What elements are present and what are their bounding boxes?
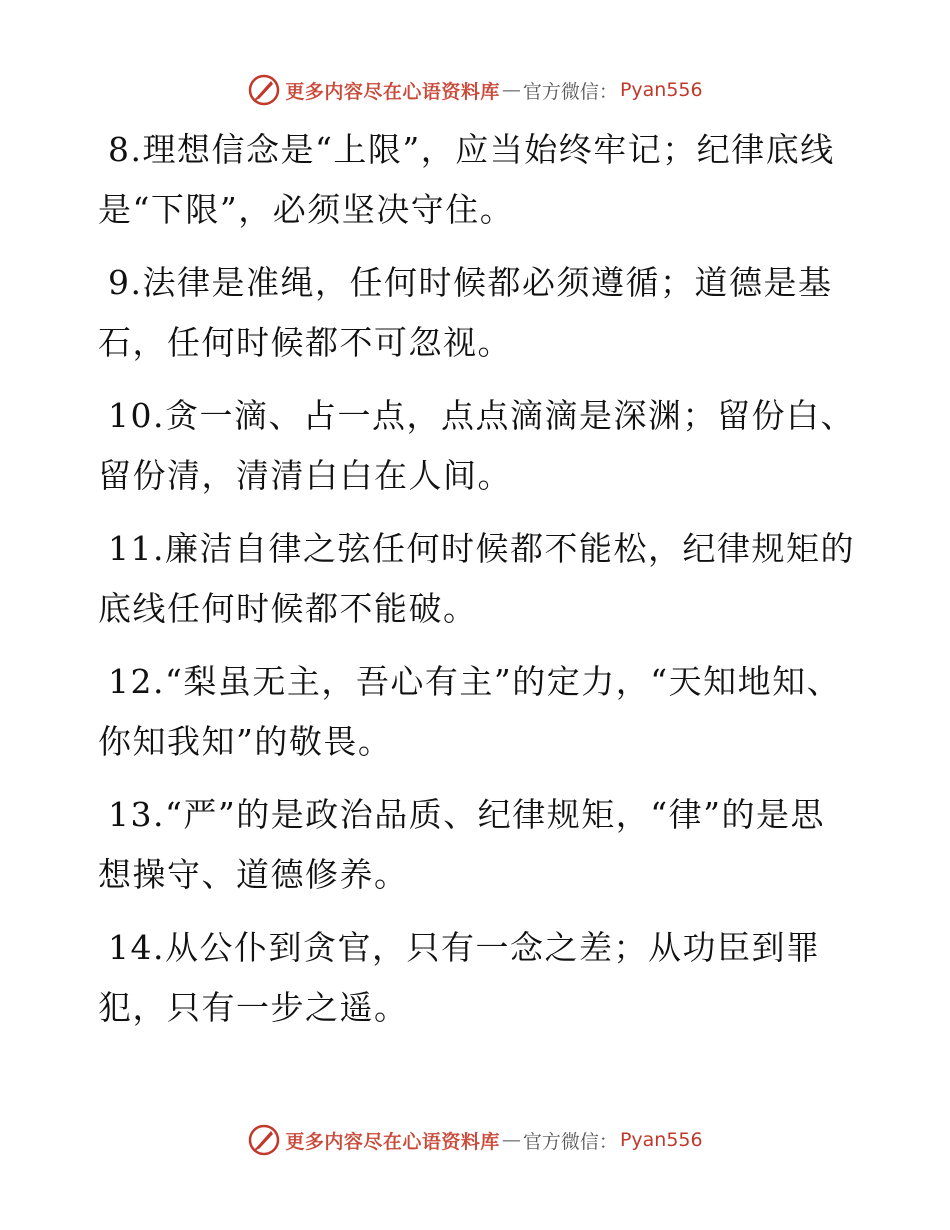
banner-wechat-label: 官方微信： (522, 1130, 618, 1153)
quill-logo-icon (247, 1123, 281, 1157)
quill-logo-icon (247, 73, 281, 107)
banner-wechat-label: 官方微信： (522, 80, 618, 103)
banner-wechat-id: Pyan556 (619, 79, 703, 101)
banner-wechat-id: Pyan556 (619, 1129, 703, 1151)
banner-site-text: 更多内容尽在心语资料库 (285, 80, 500, 103)
quote-item: 8.理想信念是“上限”，应当始终牢记；纪律底线是“下限”，必须坚决守住。 (98, 130, 835, 229)
banner-site-text: 更多内容尽在心语资料库 (285, 1130, 500, 1153)
quote-item: 11.廉洁自律之弦任何时候都不能松，纪律规矩的底线任何时候都不能破。 (98, 529, 855, 628)
quote-item: 12.“梨虽无主，吾心有主”的定力，“天知地知、你知我知”的敬畏。 (98, 662, 842, 761)
banner-separator: — (501, 1129, 521, 1151)
quote-item: 14.从公仆到贪官，只有一念之差；从功臣到罪犯，只有一步之遥。 (98, 928, 821, 1027)
quote-item: 10.贪一滴、占一点，点点滴滴是深渊；留份白、留份清，清清白白在人间。 (98, 396, 855, 495)
footer-banner (0, 1120, 950, 1160)
header-banner (0, 70, 950, 110)
quote-item: 13.“严”的是政治品质、纪律规矩，“律”的是思想操守、道德修养。 (98, 795, 825, 894)
banner-separator: — (501, 79, 521, 101)
quote-list (98, 120, 858, 1051)
quote-item: 9.法律是准绳，任何时候都必须遵循；道德是基石，任何时候都不可忽视。 (98, 263, 833, 362)
